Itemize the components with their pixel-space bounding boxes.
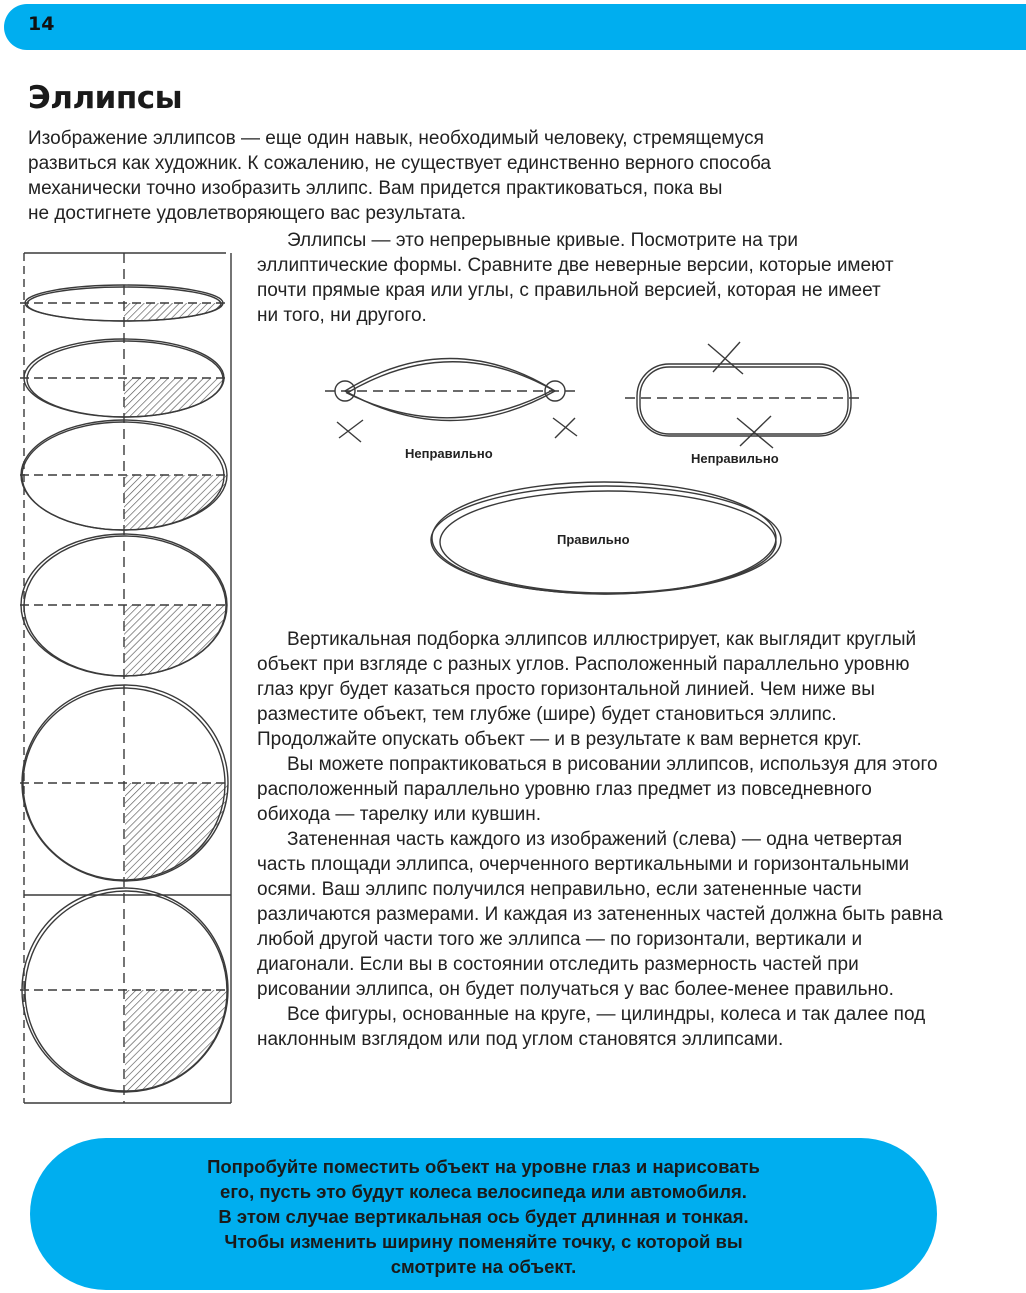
header-bar — [4, 4, 1026, 50]
body-text — [257, 627, 947, 1052]
page-number: 14 — [28, 13, 55, 35]
paragraph: Затененная часть каждого из изображений (слева) — одна четвертая часть площади эллипса, очерченного вертикальными и горизонтальными осями. Ваш эллипс получился неправильно, если затененные части различаются размерами. И каждая из затененных частей должна быть равна любой другой части того же эллипса — по горизонтали, вертикали и диагонали. Если вы в состоянии отследить размерность частей при рисовании эллипса, он будет получаться у вас более-менее правильно. — [257, 829, 943, 1000]
intro-line: не достигнете удовлетворяющего вас результата. — [28, 203, 467, 224]
intro-line: развиться как художник. К сожалению, не существует единственно верного способа — [28, 153, 771, 174]
caption-right: Правильно — [557, 532, 630, 547]
page-title: Эллипсы — [28, 80, 183, 116]
paragraph: Все фигуры, основанные на круге, — цилиндры, колеса и так далее под наклонным взглядом или под углом становятся эллипсами. — [257, 1004, 926, 1050]
tip-line: смотрите на объект. — [390, 1256, 577, 1277]
intro-line: механически точно изобразить эллипс. Вам придется практиковаться, пока вы — [28, 178, 723, 199]
ellipse-progression-illustration — [18, 245, 243, 1110]
tip-text — [30, 1154, 937, 1279]
tip-line: его, пусть это будут колеса велосипеда или автомобиля. — [220, 1181, 747, 1202]
caption-wrong-left: Неправильно — [405, 446, 493, 461]
tip-line: Чтобы изменить ширину поменяйте точку, с которой вы — [224, 1231, 743, 1252]
tip-line: Попробуйте поместить объект на уровне глаз и нарисовать — [207, 1156, 760, 1177]
tip-callout — [30, 1138, 937, 1290]
tip-line: В этом случае вертикальная ось будет длинная и тонкая. — [218, 1206, 749, 1227]
intro-line: Изображение эллипсов — еще один навык, необходимый человеку, стремящемуся — [28, 128, 764, 149]
paragraph: Вы можете попрактиковаться в рисовании эллипсов, используя для этого расположенный параллельно уровню глаз предмет из повседневного обихода — тарелку или кувшин. — [257, 754, 938, 825]
intro-paragraph — [28, 126, 888, 226]
caption-wrong-right: Неправильно — [691, 451, 779, 466]
ellipse-comparison-illustration — [325, 338, 865, 603]
paragraph-continuous-curves: Эллипсы — это непрерывные кривые. Посмотрите на три эллиптические формы. Сравните две неверные версии, которые имеют почти прямые края или углы, с правильной версией, которая не имеет ни того, ни другого. — [257, 230, 894, 326]
paragraph: Вертикальная подборка эллипсов иллюстрирует, как выглядит круглый объект при взгляде с разных углов. Расположенный параллельно уровню глаз круг будет казаться просто горизонтальной линией. Чем ниже вы разместите объект, тем глубже (шире) будет становиться эллипс. Продолжайте опускать объект — и в результате к вам вернется круг. — [257, 629, 917, 750]
